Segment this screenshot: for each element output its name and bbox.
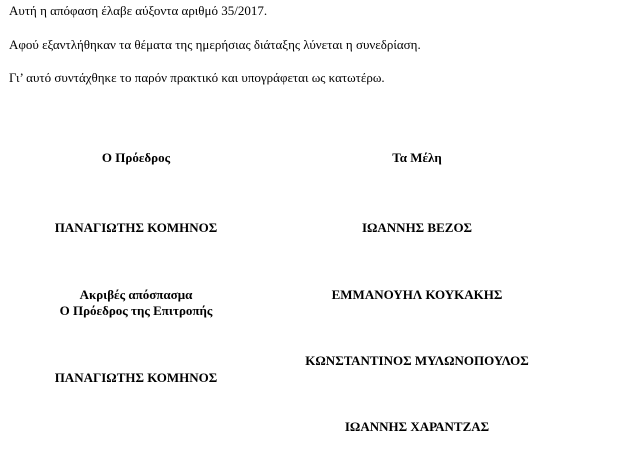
member-name-2: ΕΜΜΑΝΟΥΗΛ ΚΟΥΚΑΚΗΣ [331,287,503,302]
decision-number-paragraph: Αυτή η απόφαση έλαβε αύξοντα αριθμό 35/2017. [9,3,268,18]
signing-paragraph: Γι’ αυτό συντάχθηκε το παρόν πρακτικό και υπογράφεται ως κατωτέρω. [9,70,385,85]
extract-president-name: ΠΑΝΑΓΙΩΤΗΣ ΚΟΜΗΝΟΣ [54,370,218,385]
member-name-3: ΚΩΝΣΤΑΝΤΙΝΟΣ ΜΥΛΩΝΟΠΟΥΛΟΣ [305,353,529,368]
member-name-4: ΙΩΑΝΝΗΣ ΧΑΡΑΝΤΖΑΣ [344,419,490,434]
true-extract-label: Ακριβές απόσπασμα [79,287,193,302]
president-heading: Ο Πρόεδρος [101,150,171,165]
committee-president-label: Ο Πρόεδρος της Επιτροπής [59,303,213,318]
true-extract-block [0,287,272,319]
members-heading: Τα Μέλη [392,150,442,165]
closing-paragraph: Αφού εξαντλήθηκαν τα θέματα της ημερήσιας διάταξης λύνεται η συνεδρίαση. [9,37,421,52]
member-name-1: ΙΩΑΝΝΗΣ ΒΕΖΟΣ [361,220,473,235]
president-name: ΠΑΝΑΓΙΩΤΗΣ ΚΟΜΗΝΟΣ [54,220,218,235]
